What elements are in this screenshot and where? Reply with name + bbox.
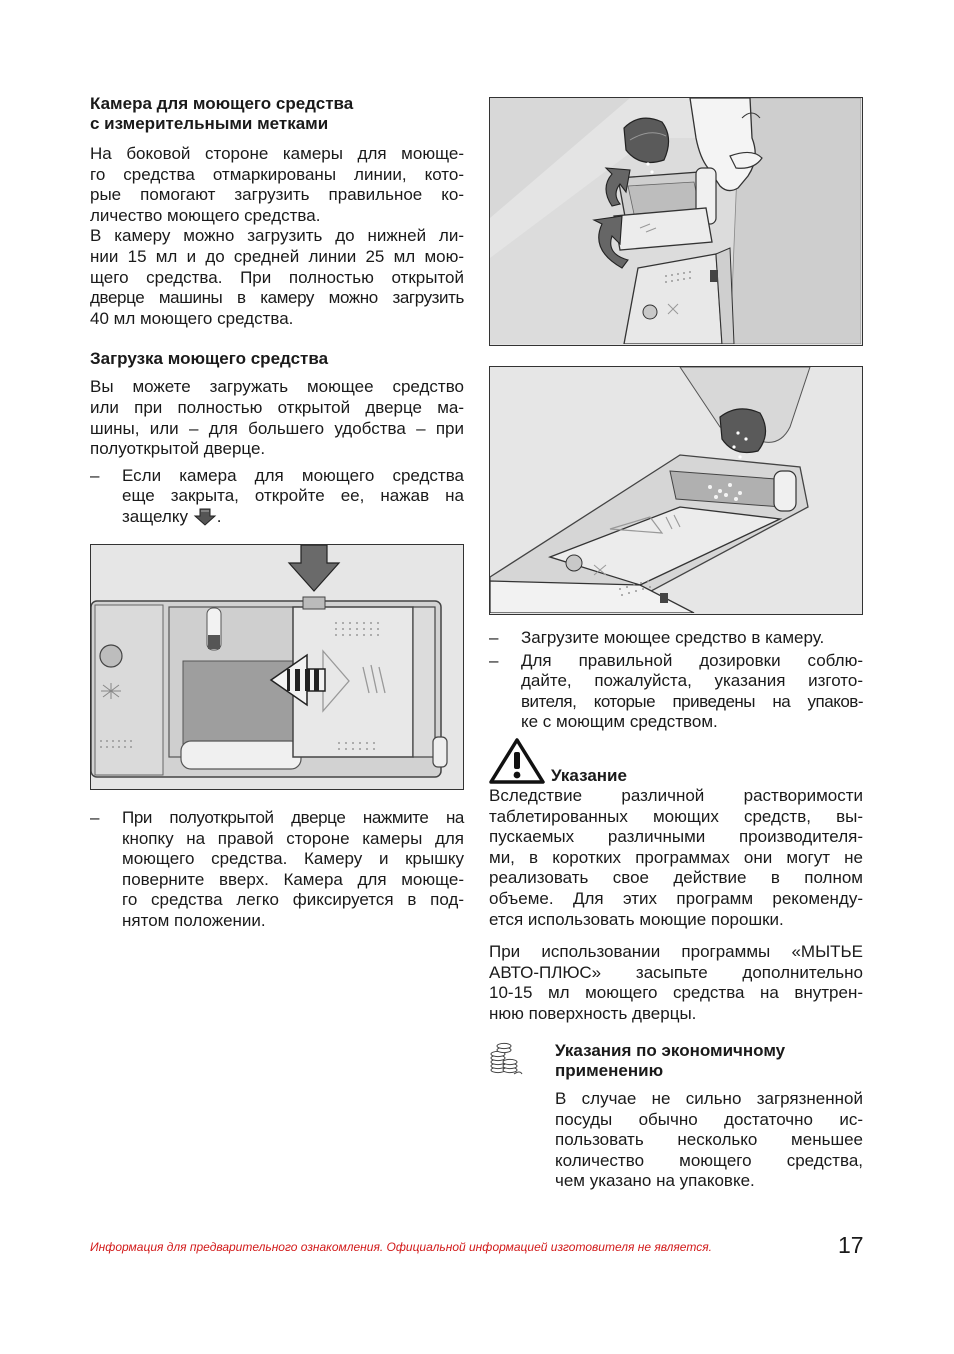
text-line: чем указано на упаковке. [555, 1171, 755, 1191]
page-number: 17 [838, 1232, 864, 1258]
text-line: В случае не сильно загрязненной [555, 1089, 863, 1108]
text-line: нюю поверхность дверцы. [489, 1003, 697, 1023]
text-line: щего средства. При полностью открытой [90, 267, 464, 287]
text-line: го средства легко фиксируется в под- [122, 890, 464, 910]
coins-icon [488, 1040, 524, 1076]
title-line: Указания по экономичному [555, 1041, 786, 1060]
text-line: реализовать свое действие в полном [489, 868, 863, 888]
eco-title [555, 1041, 863, 1081]
push-latch-icon [193, 508, 217, 526]
bullet-dosage [489, 651, 863, 733]
text-line: пользовать несколько меньшее [555, 1130, 863, 1150]
section1-paragraph [90, 144, 464, 329]
text-line: личество моющего средства. [90, 205, 321, 225]
bullet-open-chamber [90, 466, 464, 528]
text-line: На боковой стороне камеры для моюще- [90, 144, 464, 163]
text-line: вителя, которые приведены на упаков- [521, 691, 863, 711]
text-line: При использовании программы «МЫТЬЕ [489, 942, 863, 961]
right-column [489, 628, 863, 733]
text-line: кнопку на правой стороне камеры для [122, 828, 464, 848]
text-line: полуоткрытой дверце. [90, 439, 266, 459]
text-line: дверце машины в камеру можно загрузить [90, 288, 464, 308]
bullet-half-open-door [90, 808, 464, 932]
section1-title [90, 94, 464, 134]
figure-rotate-drawing [490, 98, 861, 344]
text-line: 10-15 мл моющего средства на внутрен- [489, 983, 863, 1003]
text-line: Вследствие различной растворимости [489, 786, 863, 805]
text-line: АВТО-ПЛЮС» засыпьте дополнительно [489, 962, 863, 982]
text-line: объеме. Для этих программ рекоменду- [489, 888, 863, 908]
text-line: При полуоткрытой дверце нажмите на [122, 808, 464, 827]
text-line: или при полностью открытой дверце ма- [90, 397, 464, 417]
text-line: Загрузите моющее средство в камеру. [521, 628, 825, 647]
text-line: пускаемых различными производителя- [489, 827, 863, 847]
text-line: количество моющего средства, [555, 1150, 863, 1170]
bullet-dash: – [489, 628, 499, 647]
bullet-load-detergent [489, 628, 863, 649]
text-line: 40 мл моющего средства. [90, 308, 294, 328]
text-line: В камеру можно загрузить до нижней ли- [90, 226, 464, 246]
warning-triangle-icon [489, 738, 545, 784]
text-line: еще закрыта, откройте ее, нажав на [122, 486, 464, 506]
eco-paragraph [555, 1089, 863, 1192]
text-line: дайте, пожалуйста, указания изгото- [521, 671, 863, 691]
text-line [122, 507, 464, 528]
text-line: ке с моющим средством. [521, 712, 718, 732]
footer-disclaimer: Информация для предварительного ознакомления. Официальной информацией изготовителя не является. [90, 1240, 712, 1254]
auto-plus-paragraph [489, 942, 863, 1024]
text-line: нии 15 мл и до средней линии 25 мл мою- [90, 246, 464, 266]
bullet-dash: – [489, 650, 499, 670]
note-title: Указание [551, 766, 627, 785]
section2-paragraph [90, 377, 464, 459]
text-line: посуды обычно достаточно ис- [555, 1109, 863, 1129]
text-line: нятом положении. [122, 910, 266, 930]
text-line: шины, или – для большего удобства – при [90, 418, 464, 438]
text-line: го средства отмаркированы линии, кото- [90, 164, 464, 184]
text-span: защелку [122, 506, 188, 526]
title-line: Камера для моющего средства [90, 94, 354, 113]
figure-latch-drawing [91, 545, 462, 788]
text-line: рые помогают загрузить правильное ко- [90, 185, 464, 205]
left-column [90, 94, 464, 528]
text-span: . [216, 506, 222, 526]
figure-latch-chamber [90, 544, 464, 790]
text-line: Вы можете загружать моющее средство [90, 377, 464, 397]
text-line: ется использовать моющие порошки. [489, 909, 784, 929]
text-line: моющего средства. Камеру и крышку [122, 849, 464, 869]
bullet-dash: – [90, 465, 100, 485]
figure-chamber-rotate [489, 97, 863, 346]
section2-title: Загрузка моющего средства [90, 349, 329, 369]
text-line: таблетированных моющих средств, вы- [489, 806, 863, 826]
text-line: Для правильной дозировки соблю- [521, 650, 863, 670]
text-line: ми, в коротких программах они могут не [489, 847, 863, 867]
text-line: поверните вверх. Камера для моюще- [122, 869, 464, 889]
figure-fill-drawing [490, 367, 861, 613]
figure-fill-chamber [489, 366, 863, 615]
title-line: применению [555, 1061, 664, 1080]
note-paragraph [489, 786, 863, 930]
text-line: Если камера для моющего средства [122, 465, 464, 485]
title-line: с измерительными метками [90, 114, 329, 133]
bullet-dash: – [90, 808, 100, 827]
